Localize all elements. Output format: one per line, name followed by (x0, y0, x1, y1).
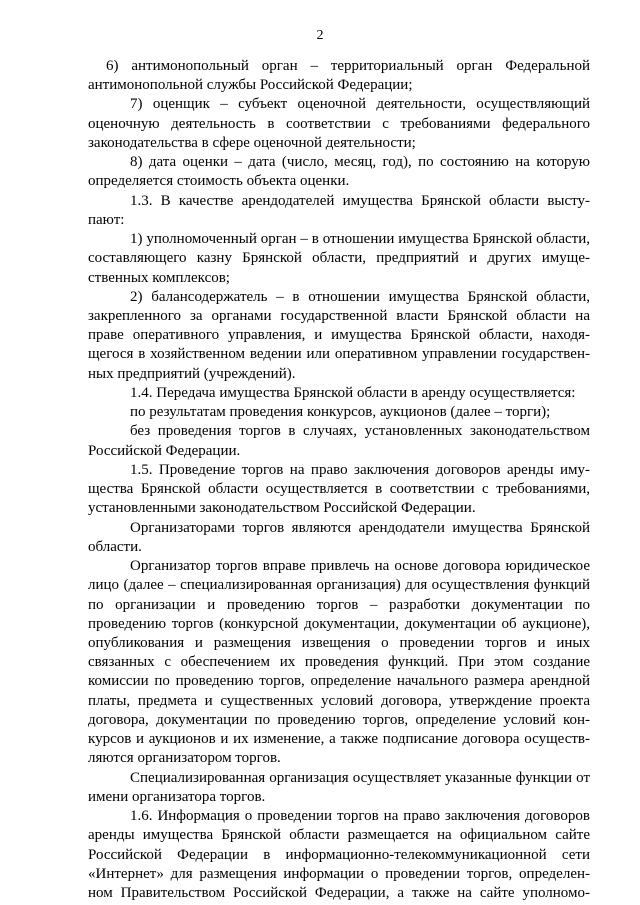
text-line: ственных комплексов; (88, 270, 230, 286)
text-line: 1.6. Информация о проведении торгов на право заключения договоров (130, 808, 590, 824)
text-line: «Интернет» для размещения информации о проведении торгов, определен- (88, 866, 590, 882)
text-line: 1.4. Передача имущества Брянской области в аренду осуществляется: (130, 385, 576, 401)
text-line: щегося в хозяйственном ведении или оперативном управлении государствен- (88, 346, 590, 362)
text-line: 6) антимонопольный орган – территориальный орган Федеральной (106, 58, 590, 74)
text-line: определяется стоимость объекта оценки. (88, 173, 350, 189)
text-line: лицо (далее – специализированная организация) для осуществления функций (88, 577, 590, 593)
text-line: Специализированная организация осуществляет указанные функции от (130, 770, 590, 786)
text-line: Организатор торгов вправе привлечь на основе договора юридическое (130, 558, 590, 574)
text-line: Российской Федерации. (88, 443, 241, 459)
text-line: области. (88, 539, 142, 555)
text-line: оценочную деятельность в соответствии с требованиями федерального (88, 116, 590, 132)
text-line: щества Брянской области осуществляется в соответствии с требованиями, (88, 481, 590, 497)
text-line: 1.5. Проведение торгов на право заключения договоров аренды иму- (130, 462, 590, 478)
text-line: комиссии по проведению торгов, определение начального размера арендной (88, 673, 590, 689)
text-line: 7) оценщик – субъект оценочной деятельности, осуществляющий (130, 96, 590, 112)
text-line: Организаторами торгов являются арендодатели имущества Брянской (130, 520, 590, 536)
text-line: проведению торгов (конкурсной документации, документации об аукционе), (88, 616, 590, 632)
text-line: пают: (88, 212, 125, 228)
text-line: ных предприятий (учреждений). (88, 366, 296, 382)
text-line: праве оперативного управления, и имущества Брянской области, находя- (88, 327, 590, 343)
text-line: договора, документации по проведению торгов, определение условий кон- (88, 712, 590, 728)
text-line: 1) уполномоченный орган – в отношении имущества Брянской области, (130, 231, 590, 247)
text-line: 2) балансодержатель – в отношении имущества Брянской области, (130, 289, 590, 305)
text-line: связанных с обеспечением их проведения функций. При этом создание (88, 654, 590, 670)
text-line: без проведения торгов в случаях, установленных законодательством (130, 423, 590, 439)
text-line: платы, предмета и существенных условий договора, утверждение проекта (88, 693, 590, 709)
text-line: опубликования и размещения извещения о проведении торгов и иных (88, 635, 590, 651)
text-line: 8) дата оценки – дата (число, месяц, год), по состоянию на которую (130, 154, 590, 170)
text-line: 1.3. В качестве арендодателей имущества Брянской области высту- (130, 193, 590, 209)
text-line: курсов и аукционов и их изменение, а также подписание договора осуществ- (88, 731, 590, 747)
text-line: имени организатора торгов. (88, 789, 266, 805)
text-line: составляющего казну Брянской области, предприятий и других имуще- (88, 250, 590, 266)
text-line: установленными законодательством Российской Федерации. (88, 500, 476, 516)
text-line: ном Правительством Российской Федерации, а также на сайте уполномо- (88, 885, 590, 901)
text-line: закрепленного за органами государственной власти Брянской области на (88, 308, 590, 324)
text-line: антимонопольной службы Российской Федерации; (88, 77, 413, 93)
text-line: по результатам проведения конкурсов, аукционов (далее – торги); (130, 404, 551, 420)
text-line: Российской Федерации в информационно-телекоммуникационной сети (88, 847, 590, 863)
text-line: аренды имущества Брянской области размещается на официальном сайте (88, 827, 590, 843)
page-number: 2 (316, 28, 324, 43)
text-line: ляются организатором торгов. (88, 750, 281, 766)
text-line: законодательства в сфере оценочной деятельности; (88, 135, 416, 151)
text-line: по организации и проведению торгов – разработки документации по (88, 597, 590, 613)
